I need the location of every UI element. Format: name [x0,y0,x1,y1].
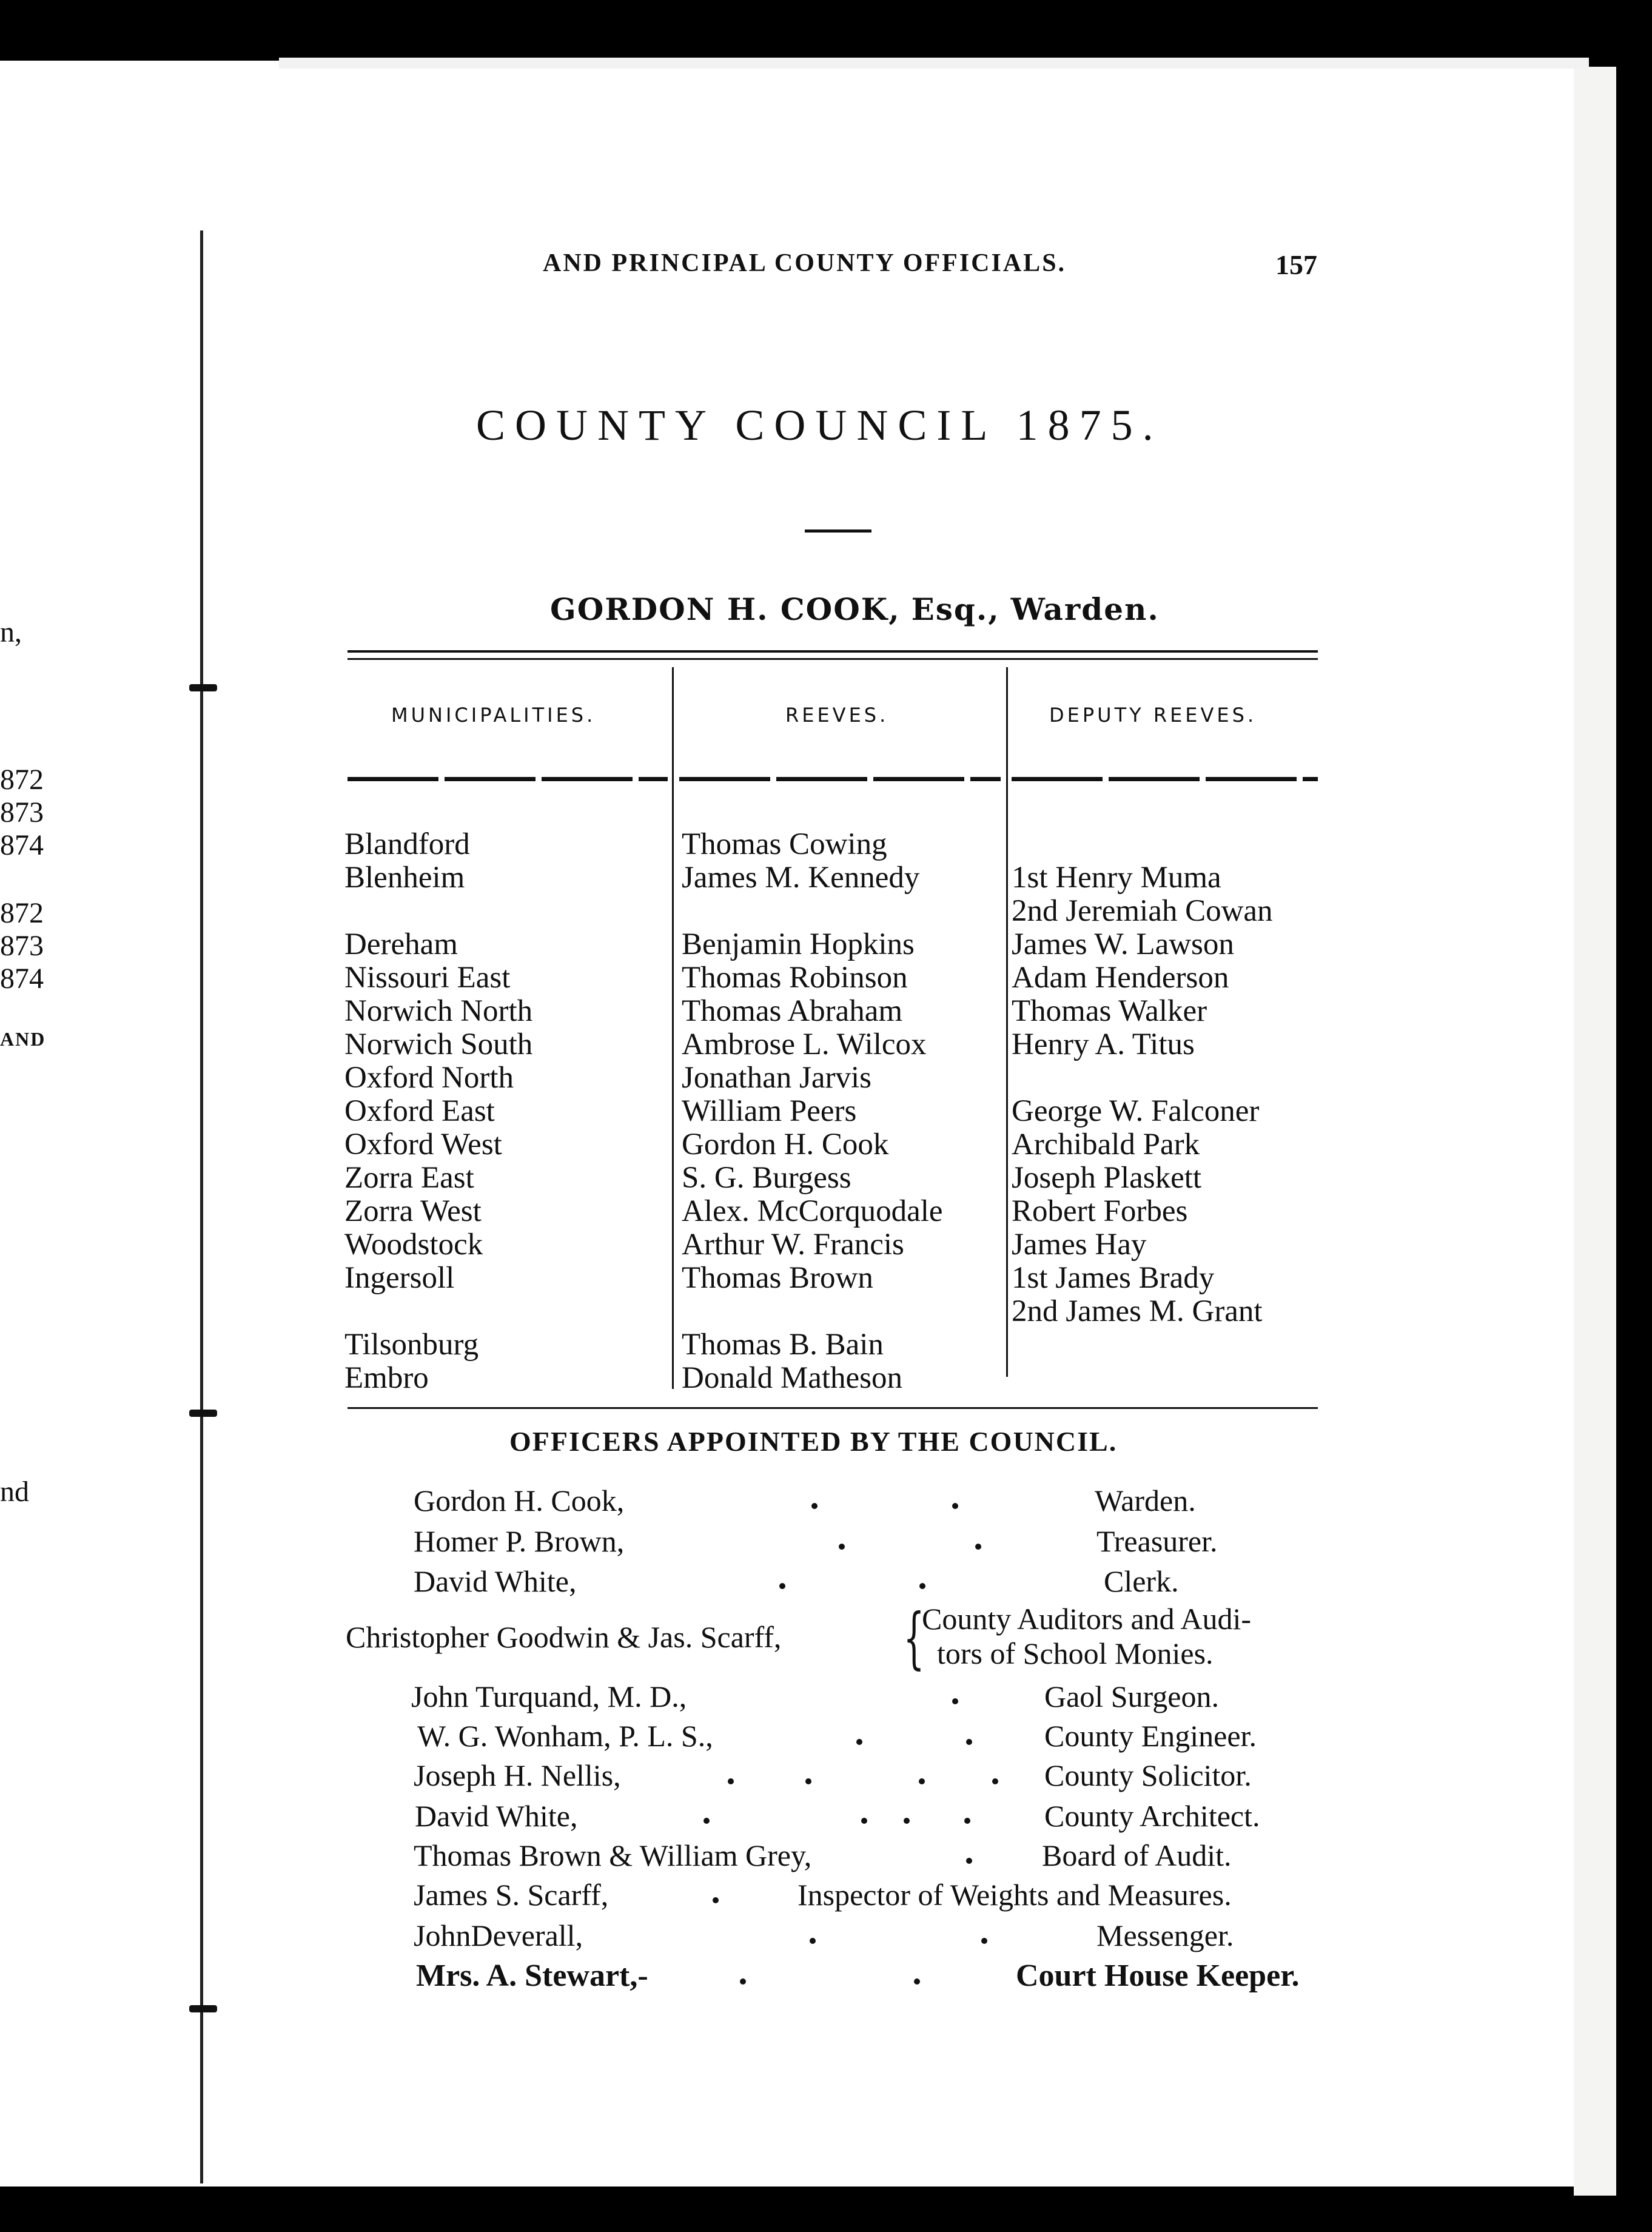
deputy-reeve-cell: 2nd James M. Grant [1012,1294,1263,1328]
reeve-cell: Arthur W. Francis [682,1228,904,1262]
left-fragment: n, [0,616,22,648]
leader-dot [914,1978,920,1985]
table-top-rule [348,650,1318,653]
reeve-cell: Thomas Brown [682,1261,873,1295]
left-fragment: 873 [0,796,44,829]
municipality-cell: Oxford North [344,1061,514,1095]
officer-name: Thomas Brown & William Grey, [414,1838,812,1872]
leader-dot [952,1698,958,1704]
page-edge-strip [279,58,1589,69]
officer-name: James S. Scarff, [414,1878,609,1912]
officer-title: County Engineer. [1044,1719,1257,1753]
leader-dot [805,1778,811,1784]
officer-name: W. G. Wonham, P. L. S., [417,1719,713,1753]
officer-title: Gaol Surgeon. [1044,1679,1219,1713]
binding-mark [189,1410,217,1417]
reeve-cell: Thomas Abraham [682,994,902,1028]
municipality-cell: Oxford West [344,1128,502,1161]
page-number: 157 [1275,249,1317,280]
deputy-reeve-cell: Robert Forbes [1012,1194,1188,1228]
officers-heading: OFFICERS APPOINTED BY THE COUNCIL. [509,1426,1118,1457]
header-rule [679,777,1001,781]
deputy-reeve-cell: Adam Henderson [1012,961,1229,995]
column-header-municipalities: MUNICIPALITIES. [391,704,596,727]
leader-dot [713,1897,719,1903]
officer-name: Mrs. A. Stewart,- [416,1958,648,1993]
officer-title: County Auditors and Audi- [922,1602,1252,1636]
leader-dot [728,1778,734,1784]
warden-line [550,591,1160,627]
municipality-cell: Ingersoll [344,1261,455,1295]
column-header-reeves: REEVES. [785,704,889,727]
officer-name: David White, [414,1564,577,1598]
warden-suffix: Esq., [911,591,1000,627]
municipality-cell: Blandford [344,827,470,861]
officer-name: Gordon H. Cook, [414,1484,625,1518]
leader-dot [904,1818,910,1824]
municipality-cell: Woodstock [344,1228,483,1262]
leader-dot [839,1544,845,1550]
left-fragment: 874 [0,829,44,861]
reeve-cell: James M. Kennedy [682,861,920,895]
officer-title: County Architect. [1044,1799,1260,1833]
municipality-cell: Zorra West [344,1194,482,1228]
leader-dot [964,1818,970,1824]
officer-title: Treasurer. [1096,1524,1218,1558]
officer-title: County Solicitor. [1044,1758,1252,1792]
reeve-cell: S. G. Burgess [682,1161,851,1195]
binding-mark [189,2005,217,2012]
header-rule [348,777,668,781]
left-fragment: 873 [0,930,44,962]
leader-dot [740,1978,746,1985]
column-divider [1006,667,1008,1377]
officer-name: Christopher Goodwin & Jas. Scarff, [346,1620,782,1654]
reeve-cell: Thomas B. Bain [682,1328,884,1362]
left-fragment: 872 [0,897,44,929]
officer-title: Inspector of Weights and Measures. [797,1878,1232,1912]
officer-name: JohnDeverall, [414,1918,583,1952]
page-edge-strip [1574,67,1616,2196]
officer-title: Warden. [1095,1484,1196,1518]
binding-mark [189,684,217,691]
table-top-rule [348,658,1318,660]
deputy-reeve-cell: Thomas Walker [1012,994,1207,1028]
left-fragment: 872 [0,764,44,796]
officer-title: Messenger. [1096,1918,1234,1952]
left-fragment: 874 [0,963,44,995]
reeve-cell: Gordon H. Cook [682,1128,889,1161]
reeve-cell: Thomas Cowing [682,827,887,861]
leader-dot [856,1739,862,1745]
leader-dot [981,1938,987,1944]
deputy-reeve-cell: Henry A. Titus [1012,1027,1195,1061]
deputy-reeve-cell: James Hay [1012,1228,1147,1262]
reeve-cell: Jonathan Jarvis [682,1061,872,1095]
reeve-cell: William Peers [682,1094,857,1128]
left-fragment: AND [0,1028,46,1050]
leader-dot [919,1583,925,1589]
municipality-cell: Blenheim [344,861,465,895]
column-header-deputy-reeves: DEPUTY REEVES. [1049,704,1257,727]
running-head: AND PRINCIPAL COUNTY OFFICIALS. [543,249,1067,277]
officer-title-continued: tors of School Monies. [937,1636,1214,1670]
leader-dot [966,1858,972,1864]
warden-name: GORDON H. COOK, [550,591,901,627]
municipality-cell: Oxford East [344,1094,495,1128]
municipality-cell: Tilsonburg [344,1328,479,1362]
deputy-reeve-cell: 1st James Brady [1012,1261,1215,1295]
brace-symbol: { [903,1599,925,1676]
officer-title: Board of Audit. [1042,1838,1232,1872]
deputy-reeve-cell: Joseph Plaskett [1012,1161,1202,1195]
reeve-cell: Thomas Robinson [682,961,908,995]
deputy-reeve-cell: Archibald Park [1012,1128,1200,1161]
officer-title: Court House Keeper. [1016,1958,1300,1993]
binding-line [200,230,203,2183]
leader-dot [861,1818,867,1824]
leader-dot [779,1583,785,1589]
page-title: COUNTY COUNCIL 1875. [476,401,1163,449]
deputy-reeve-cell: James W. Lawson [1012,927,1234,961]
officer-name: Joseph H. Nellis, [414,1758,621,1792]
warden-role: Warden. [1010,591,1160,627]
officer-name: Homer P. Brown, [414,1524,625,1558]
deputy-reeve-cell: 1st Henry Muma [1012,861,1221,895]
leader-dot [975,1544,981,1550]
municipality-cell: Embro [344,1361,429,1395]
reeve-cell: Donald Matheson [682,1361,903,1395]
reeve-cell: Alex. McCorquodale [682,1194,943,1228]
left-fragment: nd [0,1476,29,1508]
municipality-cell: Zorra East [344,1161,474,1195]
deputy-reeve-cell: George W. Falconer [1012,1094,1260,1128]
municipality-cell: Norwich North [344,994,533,1028]
officer-name: David White, [415,1799,578,1833]
leader-dot [919,1778,925,1784]
left-page-edge [0,61,209,2187]
leader-dot [810,1938,816,1944]
municipality-cell: Nissouri East [344,961,511,995]
municipality-cell: Dereham [344,927,458,961]
leader-dot [952,1503,958,1509]
header-rule [1012,777,1318,781]
leader-dot [811,1503,818,1509]
table-bottom-rule [348,1407,1318,1409]
officer-name: John Turquand, M. D., [411,1679,687,1713]
reeve-cell: Ambrose L. Wilcox [682,1027,927,1061]
reeve-cell: Benjamin Hopkins [682,927,915,961]
deputy-reeve-cell: 2nd Jeremiah Cowan [1012,894,1273,928]
leader-dot [966,1739,972,1745]
leader-dot [992,1778,998,1784]
municipality-cell: Norwich South [344,1027,533,1061]
leader-dot [703,1818,710,1824]
title-rule [805,529,871,533]
column-divider [672,667,674,1389]
officer-title: Clerk. [1104,1564,1179,1598]
